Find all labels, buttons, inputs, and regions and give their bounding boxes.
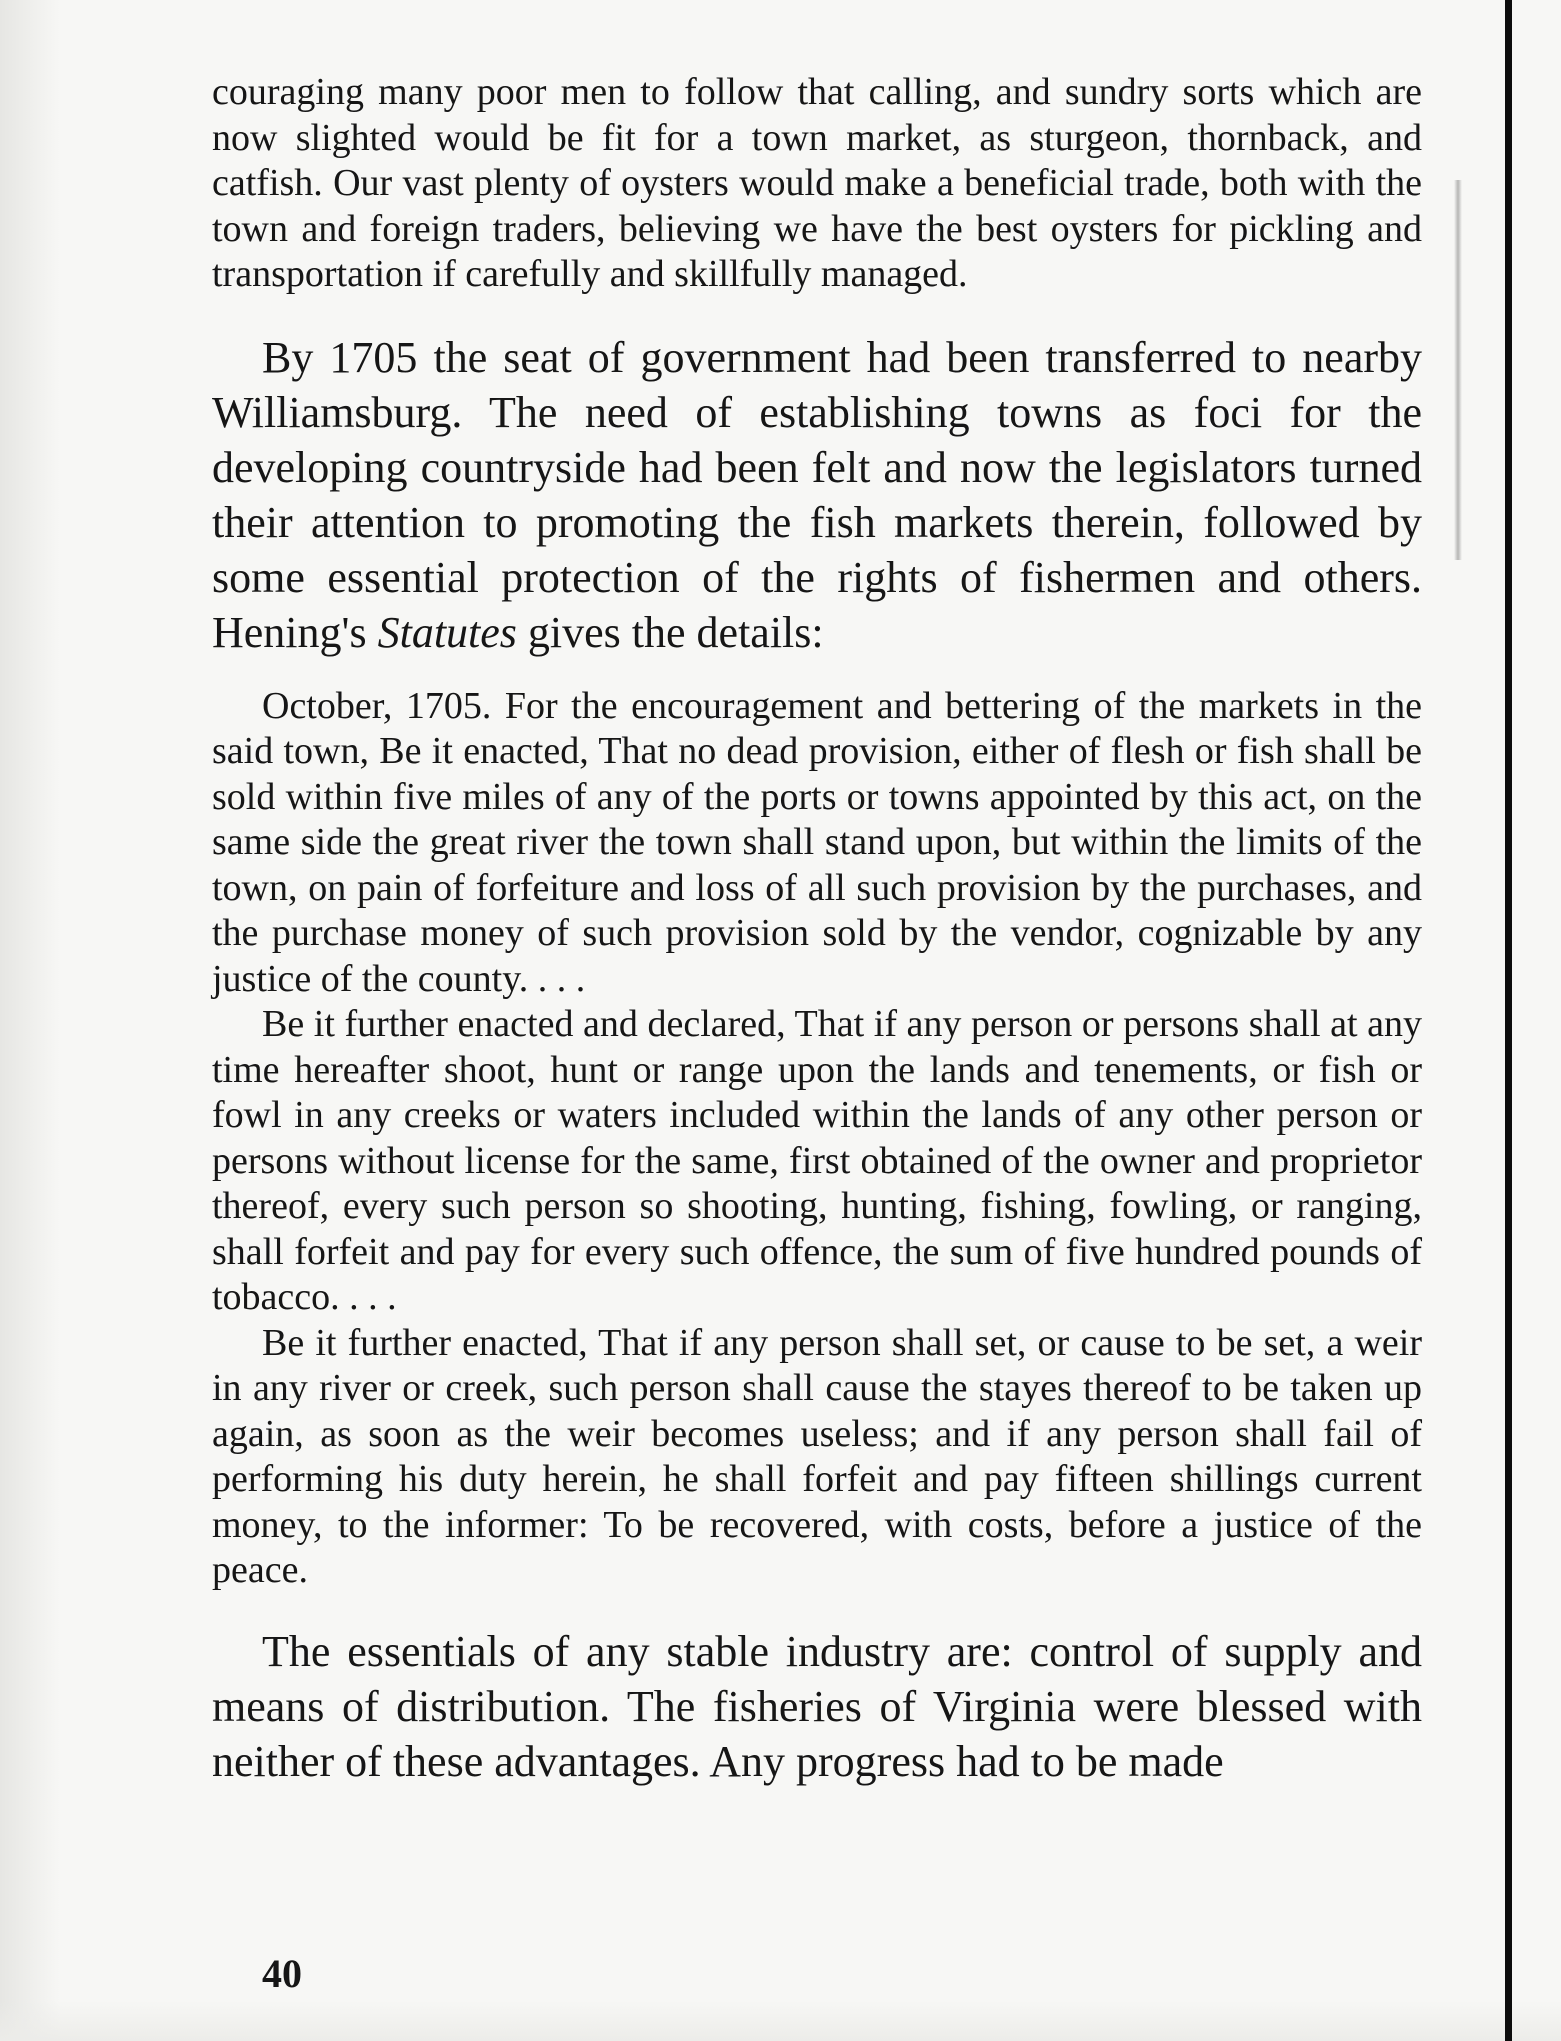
scan-edge-bottom bbox=[0, 2001, 1561, 2041]
narrative-paragraph-2: The essentials of any stable industry are: control of supply and means of distribution. The fisheries of Virginia were blessed with neither of these advantages. Any progress had to be made bbox=[212, 1626, 1422, 1786]
quote-opening-paragraph: couraging many poor men to follow that calling, and sundry sorts which are now slighted would be fit for a town market, as sturgeon, thornback, and catfish. Our vast plenty of oysters would make a beneficial trade, both with the town and foreign traders, believing we have the best oysters for pickling and transportation if carefully and skillfully managed. bbox=[212, 71, 1422, 295]
statute-paragraph-2: Be it further enacted and declared, That if any person or persons shall at any time hereafter shoot, hunt or range upon the lands and tenements, or fish or fowl in any creeks or waters included within the lands of any other person or persons without license for the same, first obtained of the owner and proprietor thereof, every such person so shooting, hunting, fishing, fowling, or ranging, shall forfeit and pay for every such offence, the sum of five hundred pounds of tobacco. . . . bbox=[212, 1003, 1422, 1318]
binding-shadow bbox=[1454, 180, 1462, 560]
statutes-title: Statutes bbox=[377, 607, 517, 657]
page-body bbox=[212, 70, 1422, 1789]
narrative-1-text-after: gives the details: bbox=[516, 607, 824, 657]
statute-paragraph-1: October, 1705. For the encouragement and bettering of the markets in the said town, Be it enacted, That no dead provision, either of flesh or fish shall be sold within five miles of any of the ports or towns appointed by this act, on the same side the great river the town shall stand upon, but within the limits of the town, on pain of forfeiture and loss of all such provision by the purchases, and the purchase money of such provision sold by the vendor, cognizable by any justice of the county. . . . bbox=[212, 684, 1422, 1000]
page-number: 40 bbox=[262, 1951, 302, 1996]
scan-edge-left bbox=[0, 0, 60, 2041]
statute-paragraph-3: Be it further enacted, That if any person shall set, or cause to be set, a weir in any river or creek, such person shall cause the stayes thereof to be taken up again, as soon as the weir becomes useless; and if any person shall fail of performing his duty herein, he shall forfeit and pay fifteen shillings current money, to the informer: To be recovered, with costs, before a justice of the peace. bbox=[212, 1321, 1422, 1591]
narrative-paragraph-1 bbox=[212, 330, 1422, 660]
narrative-1-text-before: By 1705 the seat of government had been transferred to nearby Williamsburg. The need of establishing towns as foci for the developing countryside had been felt and now the legislators turned their attention to promoting the fish markets therein, followed by some essential protection of the rights of fishermen and others. Hening's bbox=[212, 332, 1422, 657]
page-binding-edge bbox=[1505, 0, 1512, 2041]
